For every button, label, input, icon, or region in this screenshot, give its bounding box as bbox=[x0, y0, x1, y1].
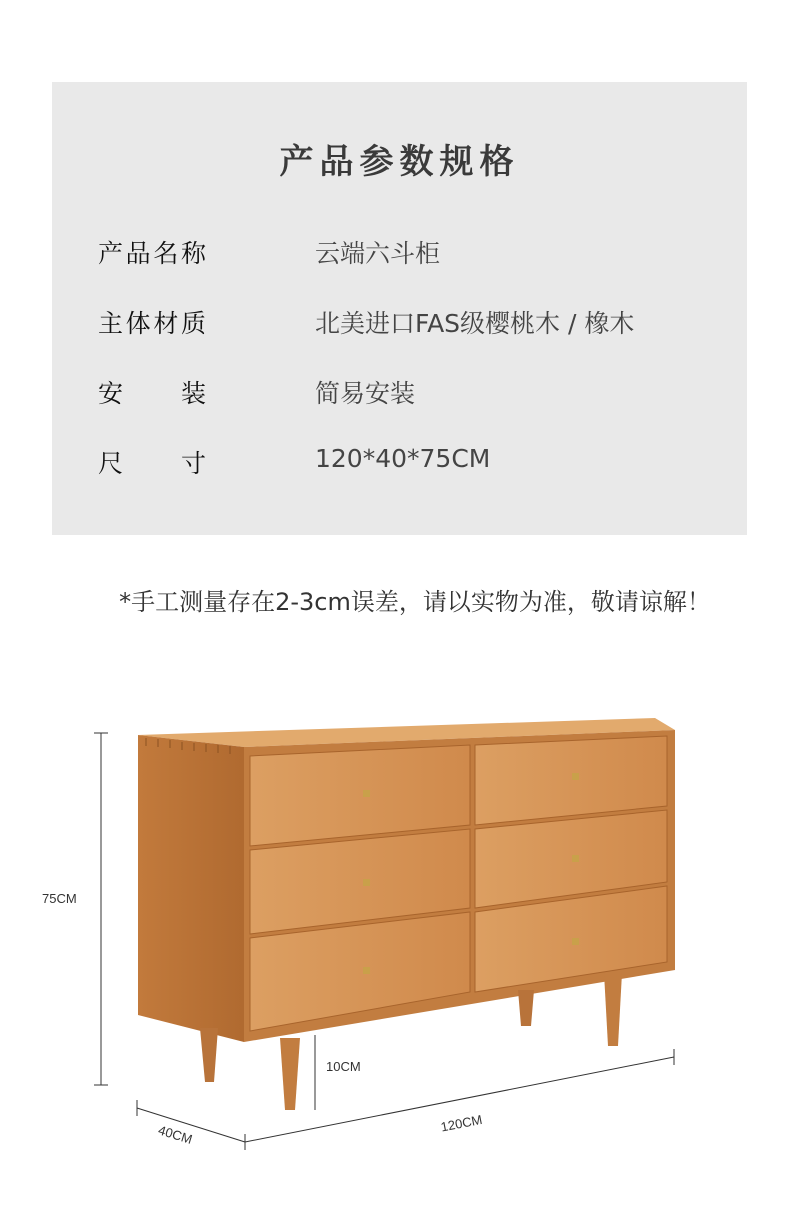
knob-icon bbox=[363, 879, 370, 886]
spec-value: 简易安装 bbox=[315, 379, 416, 408]
spec-row-material bbox=[98, 304, 718, 344]
spec-value: 云端六斗柜 bbox=[315, 239, 441, 268]
leg-dimension bbox=[315, 1035, 361, 1110]
spec-panel bbox=[52, 82, 747, 535]
leg bbox=[280, 1038, 300, 1110]
spec-title: 产品参数规格 bbox=[279, 142, 520, 182]
width-dimension bbox=[245, 1049, 674, 1150]
knob-icon bbox=[572, 855, 579, 862]
spec-value: 北美进口FAS级樱桃木 / 橡木 bbox=[315, 309, 635, 338]
spec-label: 安 装 bbox=[98, 379, 206, 408]
knob-icon bbox=[572, 938, 579, 945]
spec-label: 产品名称 bbox=[98, 239, 206, 268]
knob-icon bbox=[363, 790, 370, 797]
leg bbox=[200, 1028, 218, 1082]
leg bbox=[604, 973, 622, 1046]
spec-row-install bbox=[98, 374, 718, 414]
spec-label: 尺 寸 bbox=[98, 449, 206, 478]
leg-label: 10CM bbox=[326, 1059, 361, 1074]
depth-label: 40CM bbox=[156, 1122, 195, 1147]
depth-dimension bbox=[137, 1100, 245, 1147]
knob-icon bbox=[363, 967, 370, 974]
spec-value: 120*40*75CM bbox=[315, 444, 491, 473]
width-label: 120CM bbox=[439, 1111, 484, 1135]
spec-row-name bbox=[98, 234, 718, 274]
knob-icon bbox=[572, 773, 579, 780]
dresser-side bbox=[138, 735, 244, 1042]
leg bbox=[518, 990, 534, 1026]
height-dimension bbox=[42, 733, 108, 1085]
dresser-illustration bbox=[0, 690, 790, 1170]
spec-label: 主体材质 bbox=[98, 309, 206, 338]
spec-row-size bbox=[98, 444, 718, 484]
measurement-note: *手工测量存在2-3cm误差，请以实物为准，敬请谅解！ bbox=[119, 588, 711, 616]
height-label: 75CM bbox=[42, 891, 77, 906]
